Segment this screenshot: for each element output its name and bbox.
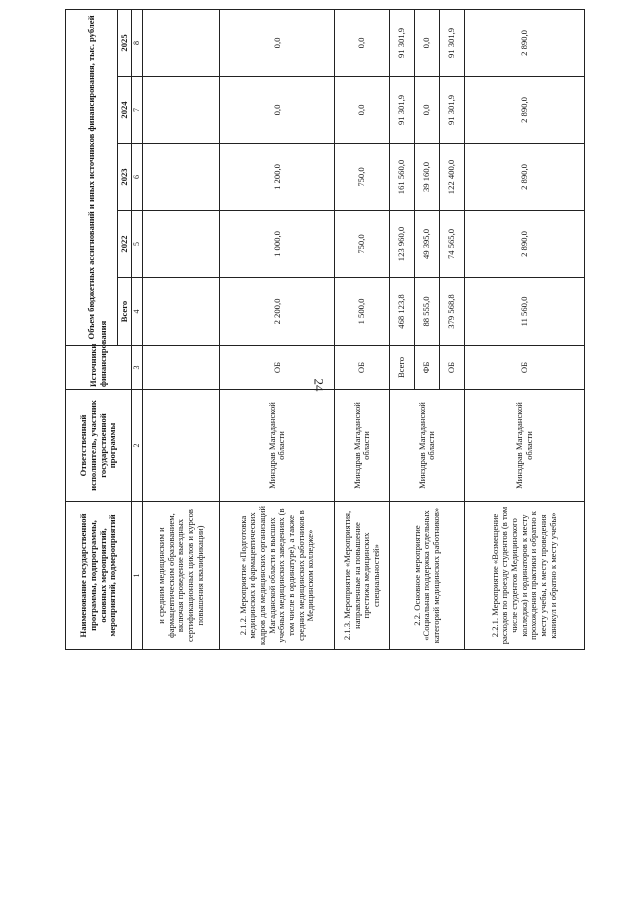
index-5: 5 <box>132 211 143 278</box>
row-executor: Минздрав Магаданской области <box>335 390 390 502</box>
row-2024: 91 301,9 <box>390 77 415 144</box>
row-name: 2.2. Основное мероприятие «Социальная поддержка отдельных категорий медицинских работников» <box>390 502 465 650</box>
row-total: 11 560,0 <box>465 278 585 346</box>
row-2025: 91 301,9 <box>390 9 415 76</box>
row-executor: Минздрав Магаданской области <box>465 390 585 502</box>
row-2024: 91 301,9 <box>440 77 465 144</box>
row-2022: 1 000,0 <box>220 211 335 278</box>
row-source: ОБ <box>440 346 465 390</box>
row-2025 <box>143 9 220 76</box>
row-2022: 123 960,0 <box>390 211 415 278</box>
row-2022 <box>143 211 220 278</box>
row-2022: 49 395,0 <box>415 211 440 278</box>
index-4: 4 <box>132 278 143 346</box>
row-name: 2.2.1. Мероприятие «Возмещение расходов по проезду студентов (в том числе студентов Медицинского колледжа) и ординаторов к месту прохождения практики и обратно к месту учебы, к месту проведения каникул и обратно к месту учебы» <box>465 502 585 650</box>
header-executor: Ответственный исполнитель, участник государственной программы <box>66 390 132 502</box>
row-executor: Минздрав Магаданской области <box>390 390 465 502</box>
row-total <box>143 278 220 346</box>
row-2022: 2 890,0 <box>465 211 585 278</box>
row-name: 2.1.2. Мероприятие «Подготовка медицинских и фармацевтических кадров для медицинских организаций Магаданской области в высших учебных медицинских заведениях (в том числе в ординатуре), а также средних медицинских работников в Медицинском колледже» <box>220 502 335 650</box>
index-3: 3 <box>132 346 143 390</box>
header-name: Наименование государственной программы, подпрограммы, основных мероприятий, мероприятий, подмероприятий <box>66 502 132 650</box>
row-2024: 0,0 <box>415 77 440 144</box>
row-2025: 0,0 <box>335 9 390 76</box>
table-row <box>390 9 415 649</box>
index-7: 7 <box>132 77 143 144</box>
header-total: Всего <box>118 278 132 346</box>
index-8: 8 <box>132 9 143 76</box>
row-total: 1 500,0 <box>335 278 390 346</box>
row-2024: 2 890,0 <box>465 77 585 144</box>
row-2022: 750,0 <box>335 211 390 278</box>
row-2023: 2 890,0 <box>465 144 585 211</box>
header-year-2022: 2022 <box>118 211 132 278</box>
row-2023: 750,0 <box>335 144 390 211</box>
row-total: 379 568,8 <box>440 278 465 346</box>
row-2023: 122 400,0 <box>440 144 465 211</box>
row-source: ФБ <box>415 346 440 390</box>
header-year-2025: 2025 <box>118 9 132 76</box>
row-2025: 0,0 <box>220 9 335 76</box>
index-2: 2 <box>132 390 143 502</box>
financing-table <box>65 9 585 650</box>
row-name: 2.1.3. Мероприятие «Мероприятия, направленные на повышение престижа медицинских специальностей» <box>335 502 390 650</box>
header-year-2023: 2023 <box>118 144 132 211</box>
row-source: ОБ <box>465 346 585 390</box>
row-total: 88 555,0 <box>415 278 440 346</box>
row-2024: 0,0 <box>335 77 390 144</box>
row-2023: 161 560,0 <box>390 144 415 211</box>
row-2023: 1 200,0 <box>220 144 335 211</box>
rotated-page <box>65 10 585 650</box>
row-2024: 0,0 <box>220 77 335 144</box>
row-name: и средним медицинским и фармацевтическим образованием, включая проведение выездных сертификационных циклов и курсов повышения квалификации) <box>143 502 220 650</box>
index-1: 1 <box>132 502 143 650</box>
row-2023: 39 160,0 <box>415 144 440 211</box>
table-row <box>143 9 220 649</box>
index-6: 6 <box>132 144 143 211</box>
row-source <box>143 346 220 390</box>
table-row <box>220 9 335 649</box>
table-row <box>465 9 585 649</box>
row-2025: 0,0 <box>415 9 440 76</box>
row-executor <box>143 390 220 502</box>
row-executor: Минздрав Магаданской области <box>220 390 335 502</box>
table-row <box>335 9 390 649</box>
row-2025: 91 301,9 <box>440 9 465 76</box>
row-total: 468 123,8 <box>390 278 415 346</box>
header-year-2024: 2024 <box>118 77 132 144</box>
row-2024 <box>143 77 220 144</box>
header-source: Источники финансирования <box>66 346 132 390</box>
row-source: ОБ <box>220 346 335 390</box>
header-volume: Объем бюджетных ассигнований и иных источников финансирования, тыс. рублей <box>66 9 118 345</box>
row-2022: 74 565,0 <box>440 211 465 278</box>
rotated-table-wrapper <box>65 10 585 650</box>
row-source: ОБ <box>335 346 390 390</box>
row-2023 <box>143 144 220 211</box>
page-number: 24 <box>311 378 327 392</box>
row-2025: 2 890,0 <box>465 9 585 76</box>
row-source: Всего <box>390 346 415 390</box>
row-total: 2 200,0 <box>220 278 335 346</box>
